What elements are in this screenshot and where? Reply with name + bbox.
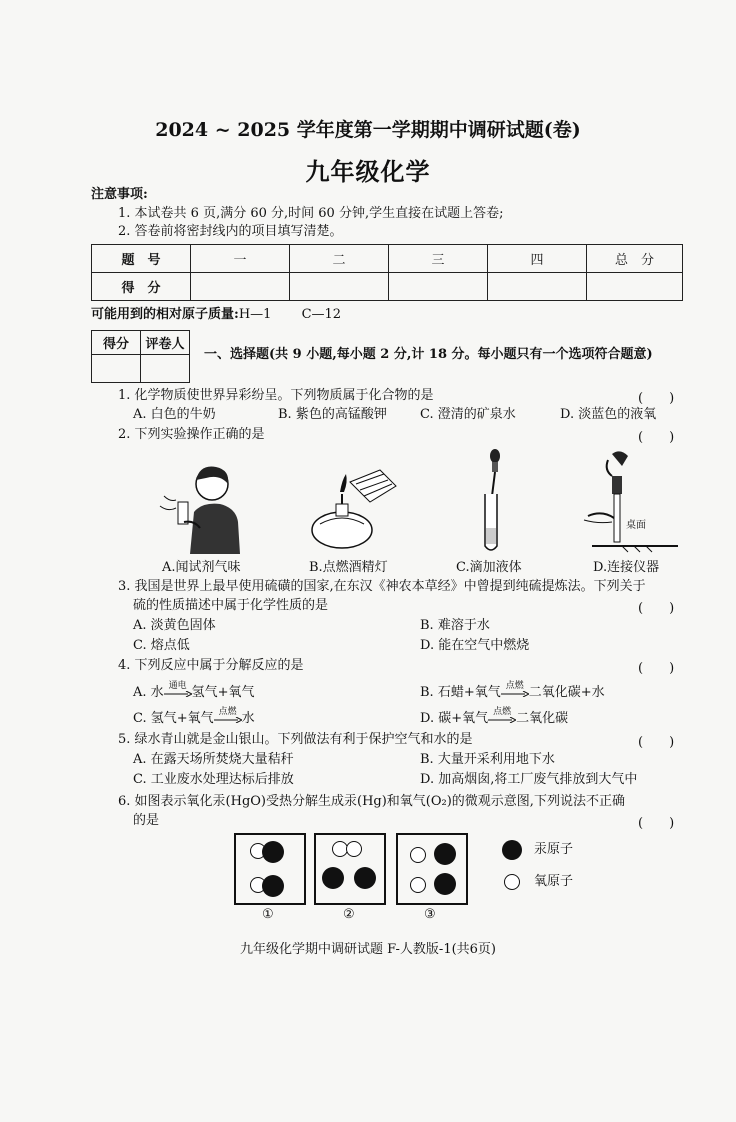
smelling-reagent-illustration: [150, 462, 250, 554]
atomic-mass-line: [91, 306, 341, 324]
section1-title: 一、选择题(共 9 小题,每小题 2 分,计 18 分。每小题只有一个选项符合题意): [204, 347, 653, 362]
micro-box-3: [396, 833, 468, 905]
q4-option-d: [420, 706, 569, 728]
score-header-3: 三: [389, 245, 488, 273]
micro-label-1: ①: [262, 907, 274, 922]
score-header-1: 一: [191, 245, 290, 273]
atomic-mass-h: H—1: [238, 307, 272, 322]
notes-item-1: 1. 本试卷共 6 页,满分 60 分,时间 60 分钟,学生直接在试题上答卷;: [118, 206, 504, 221]
mercury-atom: [262, 841, 284, 863]
q4-c-products: 水: [241, 711, 255, 726]
q4-c-reactants: C. 氢气+氧气: [133, 711, 214, 726]
q4-answer-paren[interactable]: ( ): [638, 661, 675, 676]
q3-option-d: D. 能在空气中燃烧: [420, 638, 530, 653]
mercury-atom: [262, 875, 284, 897]
q5-option-d: D. 加高烟囱,将工厂废气排放到大气中: [420, 772, 638, 787]
grader-score-label: 得分: [92, 331, 141, 355]
q6-stem-line2: 的是: [133, 813, 160, 828]
mercury-atom: [434, 843, 456, 865]
oxygen-atom: [410, 877, 426, 893]
atomic-mass-label: 可能用到的相对原子质量:: [91, 307, 239, 322]
q5-option-a: A. 在露天场所焚烧大量秸秆: [133, 752, 294, 767]
q1-option-b: B. 紫色的高锰酸钾: [278, 407, 387, 422]
score-row-label: 得 分: [92, 273, 191, 301]
q2-answer-paren[interactable]: ( ): [638, 430, 675, 445]
q4-a-products: 氢气+氧气: [191, 685, 255, 700]
oxygen-atom: [410, 847, 426, 863]
q3-option-a: A. 淡黄色固体: [133, 618, 216, 633]
q4-option-c: [133, 706, 255, 728]
q5-stem: 5. 绿水青山就是金山银山。下列做法有利于保护空气和水的是: [118, 732, 473, 747]
reaction-arrow: [488, 706, 516, 724]
atomic-mass-c: C—12: [301, 307, 342, 322]
q1-option-a: A. 白色的牛奶: [133, 407, 216, 422]
dropping-liquid-illustration: [465, 448, 525, 556]
micro-label-3: ③: [424, 907, 436, 922]
q6-answer-paren[interactable]: ( ): [638, 816, 675, 831]
notes-item-2: 2. 答卷前将密封线内的项目填写清楚。: [118, 224, 343, 239]
exam-title: 2024 ~ 2025 学年度第一学期期中调研试题(卷): [155, 119, 581, 141]
grader-name-cell[interactable]: [141, 355, 190, 383]
mercury-atom: [354, 867, 376, 889]
q2-option-d: D.连接仪器: [593, 560, 660, 575]
score-cell-4[interactable]: [488, 273, 587, 301]
q4-a-reactants: A. 水: [133, 685, 164, 700]
q2-stem: 2. 下列实验操作正确的是: [118, 427, 265, 442]
q5-option-b: B. 大量开采利用地下水: [420, 752, 555, 767]
mercury-atom: [322, 867, 344, 889]
q2-option-a: A.闻试剂气味: [162, 560, 241, 575]
q4-b-reactants: B. 石蜡+氧气: [420, 685, 501, 700]
reaction-arrow: [164, 680, 192, 698]
score-cell-total[interactable]: [587, 273, 683, 301]
score-cell-1[interactable]: [191, 273, 290, 301]
grader-box: [91, 330, 190, 383]
q2-option-c: C.滴加液体: [456, 560, 522, 575]
q5-option-c: C. 工业废水处理达标后排放: [133, 772, 294, 787]
q4-c-condition: 点燃: [218, 706, 237, 717]
q6-stem-line1: 6. 如图表示氧化汞(HgO)受热分解生成汞(Hg)和氧气(O₂)的微观示意图,下列说法不正确: [118, 794, 625, 809]
score-cell-3[interactable]: [389, 273, 488, 301]
q4-a-condition: 通电: [168, 680, 187, 691]
q1-option-c: C. 澄清的矿泉水: [420, 407, 516, 422]
micro-label-2: ②: [343, 907, 355, 922]
micro-box-2: [314, 833, 386, 905]
q2-option-b: B.点燃酒精灯: [309, 560, 388, 575]
score-table: [91, 244, 683, 301]
q1-option-d: D. 淡蓝色的液氧: [560, 407, 657, 422]
score-header-2: 二: [290, 245, 389, 273]
q3-answer-paren[interactable]: ( ): [638, 601, 675, 616]
score-cell-2[interactable]: [290, 273, 389, 301]
q4-b-condition: 点燃: [505, 680, 524, 691]
q4-option-a: [133, 680, 255, 702]
exam-subject: 九年级化学: [305, 158, 431, 186]
q4-b-products: 二氧化碳+水: [528, 685, 605, 700]
notes-heading: 注意事项:: [91, 187, 148, 202]
legend-oxygen-label: 氧原子: [534, 874, 574, 889]
q3-option-c: C. 熔点低: [133, 638, 190, 653]
connecting-instruments-illustration: [582, 446, 682, 554]
q3-option-b: B. 难溶于水: [420, 618, 490, 633]
mercury-atom: [434, 873, 456, 895]
q1-answer-paren[interactable]: ( ): [638, 391, 675, 406]
q3-stem-line2: 硫的性质描述中属于化学性质的是: [133, 598, 329, 613]
lighting-alcohol-lamp-illustration: [300, 462, 400, 554]
q4-d-products: 二氧化碳: [516, 711, 569, 726]
page-footer: 九年级化学期中调研试题 F-人教版-1(共6页): [239, 942, 497, 957]
q3-stem-line1: 3. 我国是世界上最早使用硫磺的国家,在东汉《神农本草经》中曾提到纯硫提炼法。下列关于: [118, 579, 646, 594]
score-header-label: 题 号: [92, 245, 191, 273]
q4-d-condition: 点燃: [493, 706, 512, 717]
q1-stem: 1. 化学物质使世界异彩纷呈。下列物质属于化合物的是: [118, 388, 434, 403]
legend-mercury-icon: [502, 840, 522, 860]
q4-stem: 4. 下列反应中属于分解反应的是: [118, 658, 304, 673]
reaction-arrow: [214, 706, 242, 724]
q5-answer-paren[interactable]: ( ): [638, 735, 675, 750]
q2-desk-label: 桌面: [626, 520, 646, 531]
reaction-arrow: [501, 680, 529, 698]
micro-box-1: [234, 833, 306, 905]
score-header-4: 四: [488, 245, 587, 273]
q4-d-reactants: D. 碳+氧气: [420, 711, 489, 726]
grader-score-cell[interactable]: [92, 355, 141, 383]
legend-mercury-label: 汞原子: [534, 842, 574, 857]
score-header-total: 总 分: [587, 245, 683, 273]
grader-name-label: 评卷人: [141, 331, 190, 355]
legend-oxygen-icon: [504, 874, 520, 890]
oxygen-atom: [346, 841, 362, 857]
q4-option-b: [420, 680, 605, 702]
